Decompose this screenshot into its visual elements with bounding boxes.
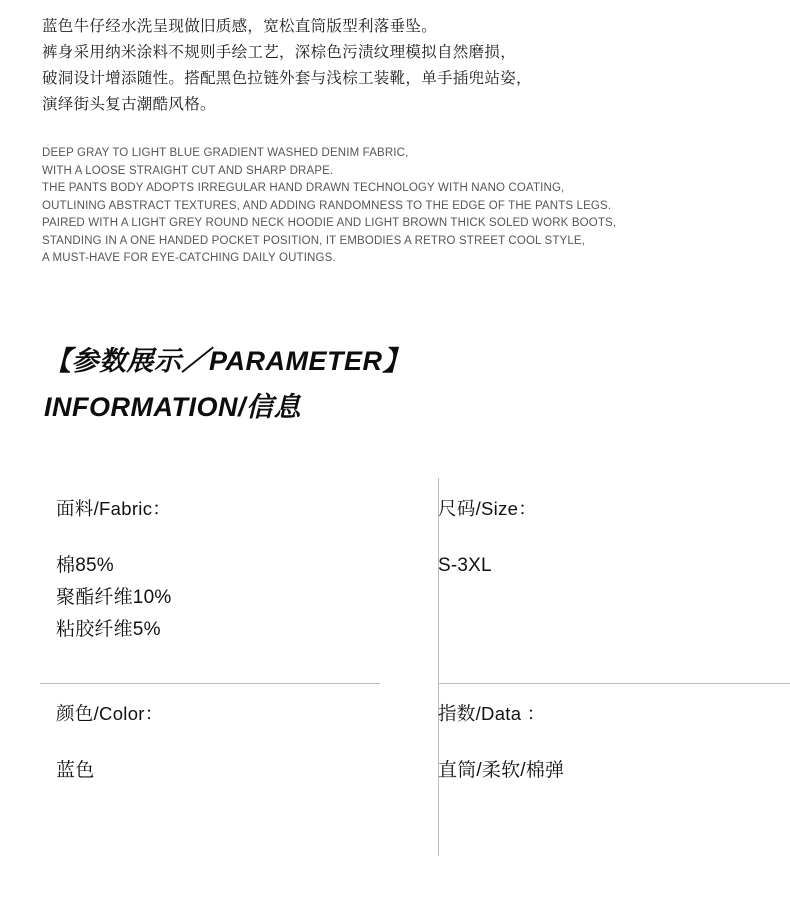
fabric-value: 粘胶纤维5%	[56, 619, 161, 640]
english-description-line: STANDING IN A ONE HANDED POCKET POSITION, IT EMBODIES A RETRO STREET COOL STYLE,	[42, 234, 586, 247]
chinese-description	[42, 14, 742, 118]
chinese-description-line: 演绎街头复古潮酷风格。	[42, 96, 216, 113]
english-description-line: THE PANTS BODY ADOPTS IRREGULAR HAND DRAWN TECHNOLOGY WITH NANO COATING,	[42, 182, 565, 194]
color-label: 颜色/Color：	[56, 703, 164, 724]
parameter-cell-color	[40, 683, 396, 853]
chinese-description-line: 破洞设计增添随性。搭配黑色拉链外套与浅棕工装靴，单手插兜站姿，	[42, 70, 532, 87]
english-description	[42, 145, 762, 268]
english-description-line: PAIRED WITH A LIGHT GREY ROUND NECK HOODIE AND LIGHT BROWN THICK SOLED WORK BOOTS,	[42, 217, 617, 229]
data-value: 直筒/柔软/棉弹	[438, 760, 565, 781]
parameter-table	[40, 478, 752, 878]
parameter-cell-size	[396, 478, 752, 683]
english-description-line: DEEP GRAY TO LIGHT BLUE GRADIENT WASHED DENIM FABRIC,	[42, 147, 409, 159]
data-label: 指数/Data ：	[438, 703, 546, 724]
size-value: S-3XL	[438, 555, 492, 576]
color-value: 蓝色	[56, 760, 95, 781]
fabric-value: 聚酯纤维10%	[56, 587, 172, 608]
size-label: 尺码/Size：	[438, 498, 538, 519]
chinese-description-line: 裤身采用纳米涂料不规则手绘工艺，深棕色污渍纹理模拟自然磨损，	[42, 44, 517, 61]
parameter-cell-data	[396, 683, 752, 853]
english-description-line: A MUST-HAVE FOR EYE-CATCHING DAILY OUTINGS.	[42, 252, 336, 264]
fabric-label: 面料/Fabric：	[56, 498, 172, 519]
english-description-line: OUTLINING ABSTRACT TEXTURES, AND ADDING RANDOMNESS TO THE EDGE OF THE PANTS LEGS.	[42, 199, 612, 212]
fabric-value: 棉85%	[56, 555, 114, 576]
parameter-section-heading	[44, 338, 744, 430]
chinese-description-line: 蓝色牛仔经水洗呈现做旧质感，宽松直筒版型利落垂坠。	[42, 18, 438, 35]
heading-line-1: 【参数展示／PARAMETER】	[44, 346, 411, 376]
parameter-cell-fabric	[40, 478, 396, 683]
heading-line-2: INFORMATION/信息	[44, 392, 301, 422]
english-description-line: WITH A LOOSE STRAIGHT CUT AND SHARP DRAPE.	[42, 164, 334, 177]
